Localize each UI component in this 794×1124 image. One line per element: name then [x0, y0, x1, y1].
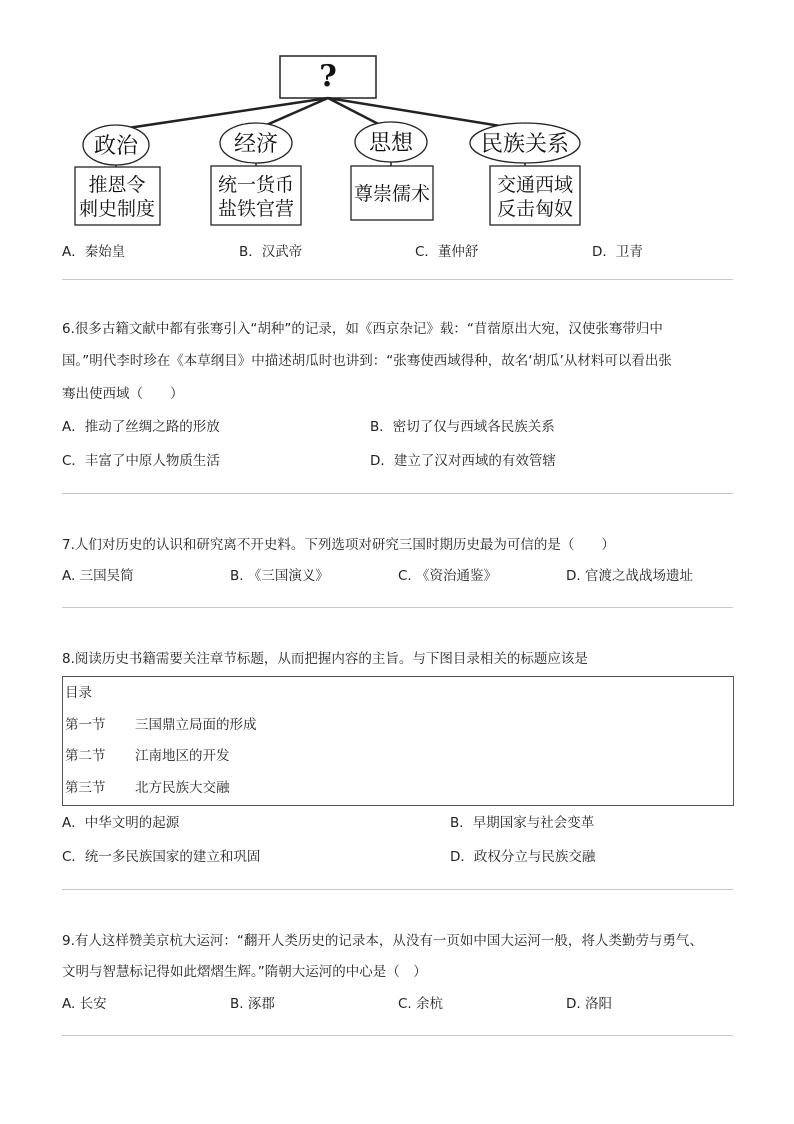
- node-label: 民族关系: [480, 132, 570, 157]
- q8-option-d[interactable]: D．政权分立与民族交融: [450, 849, 596, 865]
- node-detail: 尊崇儒术: [353, 183, 431, 205]
- q5-option-a[interactable]: A．秦始皇: [62, 244, 126, 260]
- toc-title: 目录: [65, 685, 92, 701]
- q9-stem-line: 9.有人这样赞美京杭大运河：“翻开人类历史的记录本，从没有一页如中国大运河一般，将人类勤劳与勇气、: [62, 933, 703, 949]
- divider: [62, 1035, 733, 1036]
- toc-section: 第一节: [65, 717, 106, 733]
- q9-option-d[interactable]: D. 洛阳: [566, 996, 612, 1012]
- q8-option-a[interactable]: A．中华文明的起源: [62, 815, 180, 831]
- q6-option-c[interactable]: C．丰富了中原人物质生活: [62, 453, 220, 469]
- q7-stem: 7.人们对历史的认识和研究离不开史料。下列选项对研究三国时期历史最为可信的是（ ）: [62, 537, 615, 553]
- node-detail: 推恩令: [88, 174, 146, 196]
- knowledge-diagram: [60, 50, 600, 230]
- node-detail: 盐铁官营: [217, 198, 295, 220]
- toc-section: 第二节: [65, 748, 106, 764]
- q6-option-a[interactable]: A．推动了丝绸之路的形放: [62, 419, 220, 435]
- q6-stem-line: 6.很多古籍文献中都有张骞引入“胡种”的记录，如《西京杂记》载：“苜蓿原出大宛，汉使张骞带归中: [62, 321, 663, 337]
- divider: [62, 279, 733, 280]
- q8-option-b[interactable]: B．早期国家与社会变革: [450, 815, 595, 831]
- q5-option-b[interactable]: B．汉武帝: [239, 244, 303, 260]
- node-detail: 统一货币: [217, 174, 295, 196]
- node-label: 政治: [93, 134, 139, 159]
- q9-option-c[interactable]: C. 余杭: [398, 996, 444, 1012]
- node-detail: 刺史制度: [78, 198, 156, 220]
- q7-option-a[interactable]: A. 三国吴简: [62, 568, 134, 584]
- node-label: 经济: [233, 132, 279, 157]
- divider: [62, 607, 733, 608]
- toc-entry-title: 北方民族大交融: [135, 780, 230, 796]
- q6-stem-line: 骞出使西域（ ）: [62, 386, 184, 402]
- connector-line: [115, 98, 328, 130]
- q6-option-d[interactable]: D．建立了汉对西域的有效管辖: [370, 453, 556, 469]
- q5-option-d[interactable]: D．卫青: [592, 244, 643, 260]
- node-detail: 交通西域: [496, 174, 574, 196]
- toc-entry-title: 三国鼎立局面的形成: [135, 717, 257, 733]
- q5-option-c[interactable]: C．董仲舒: [415, 244, 479, 260]
- divider: [62, 889, 733, 890]
- q8-option-c[interactable]: C．统一多民族国家的建立和巩固: [62, 849, 261, 865]
- node-detail: 反击匈奴: [496, 198, 574, 220]
- q9-option-a[interactable]: A. 长安: [62, 996, 107, 1012]
- q9-option-b[interactable]: B. 涿郡: [230, 996, 275, 1012]
- q9-stem-line: 文明与智慧标记得如此熠熠生辉。”隋朝大运河的中心是（ ）: [62, 964, 427, 980]
- divider: [62, 493, 733, 494]
- q6-option-b[interactable]: B．密切了仅与西域各民族关系: [370, 419, 555, 435]
- toc-section: 第三节: [65, 780, 106, 796]
- center-question-mark: ?: [319, 59, 337, 94]
- node-label: 思想: [368, 131, 414, 156]
- q7-option-d[interactable]: D. 官渡之战战场遗址: [566, 568, 693, 584]
- q7-option-b[interactable]: B. 《三国演义》: [230, 568, 329, 584]
- q8-stem: 8.阅读历史书籍需要关注章节标题，从而把握内容的主旨。与下图目录相关的标题应该是: [62, 651, 588, 667]
- q7-option-c[interactable]: C. 《资治通鉴》: [398, 568, 498, 584]
- q6-stem-line: 国。”明代李时珍在《本草纲目》中描述胡瓜时也讲到：“张骞使西域得种，故名‘胡瓜’从材料可以看出张: [62, 353, 672, 369]
- toc-entry-title: 江南地区的开发: [135, 748, 230, 764]
